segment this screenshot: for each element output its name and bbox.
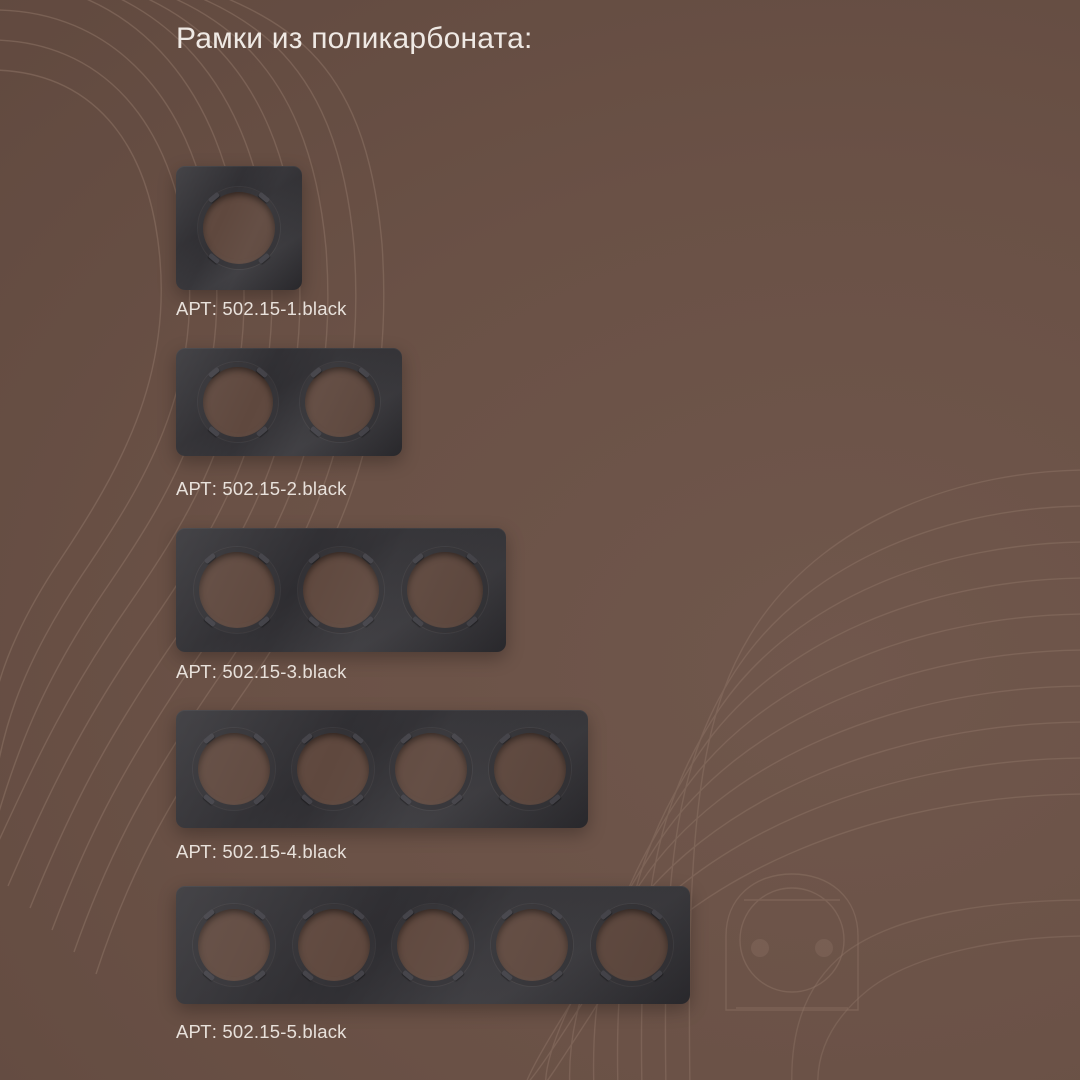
- claw-icon: [256, 426, 268, 438]
- claw-icon: [402, 970, 414, 982]
- product-caption: АРТ: 502.15-5.black: [176, 1021, 347, 1042]
- claw-icon: [600, 909, 612, 921]
- socket-hole: [292, 728, 374, 810]
- claw-icon: [549, 733, 561, 745]
- product-item: [176, 528, 506, 652]
- socket-hole: [293, 904, 375, 986]
- socket-hole: [300, 362, 380, 442]
- claw-icon: [450, 794, 462, 806]
- product-caption: АРТ: 502.15-1.black: [176, 298, 347, 319]
- claw-icon: [465, 552, 477, 564]
- claw-icon: [202, 794, 214, 806]
- claw-icon: [253, 970, 265, 982]
- claw-icon: [301, 733, 313, 745]
- socket-hole: [491, 904, 573, 986]
- product-item: [176, 886, 690, 1004]
- claw-icon: [352, 794, 364, 806]
- claw-icon: [412, 616, 424, 628]
- claw-icon: [253, 909, 265, 921]
- claw-icon: [361, 552, 373, 564]
- claw-icon: [450, 733, 462, 745]
- socket-hole: [193, 728, 275, 810]
- claw-icon: [207, 426, 219, 438]
- frame-holes: [176, 710, 588, 828]
- claw-icon: [402, 909, 414, 921]
- claw-icon: [203, 970, 215, 982]
- claw-icon: [302, 970, 314, 982]
- claw-icon: [204, 552, 216, 564]
- claw-icon: [501, 909, 513, 921]
- claw-icon: [301, 794, 313, 806]
- claw-icon: [549, 794, 561, 806]
- product-item: [176, 348, 402, 456]
- claw-icon: [465, 616, 477, 628]
- claw-icon: [352, 733, 364, 745]
- claw-icon: [258, 192, 270, 204]
- socket-hole: [298, 547, 384, 633]
- socket-hole: [591, 904, 673, 986]
- claw-icon: [551, 970, 563, 982]
- socket-hole: [198, 187, 280, 269]
- claw-icon: [208, 192, 220, 204]
- claw-icon: [361, 616, 373, 628]
- claw-icon: [358, 426, 370, 438]
- claw-icon: [501, 970, 513, 982]
- socket-hole: [193, 904, 275, 986]
- product-item: [176, 166, 302, 290]
- claw-icon: [308, 616, 320, 628]
- claw-icon: [651, 909, 663, 921]
- claw-icon: [358, 367, 370, 379]
- socket-hole: [390, 728, 472, 810]
- claw-icon: [309, 367, 321, 379]
- claw-icon: [309, 426, 321, 438]
- page-title: Рамки из поликарбоната:: [176, 22, 533, 55]
- frame-4-post[interactable]: [176, 710, 588, 828]
- frame-3-post[interactable]: [176, 528, 506, 652]
- claw-icon: [302, 909, 314, 921]
- claw-icon: [551, 909, 563, 921]
- claw-icon: [499, 733, 511, 745]
- socket-hole: [198, 362, 278, 442]
- claw-icon: [257, 616, 269, 628]
- product-caption: АРТ: 502.15-2.black: [176, 478, 347, 499]
- product-caption: АРТ: 502.15-4.black: [176, 841, 347, 862]
- claw-icon: [253, 794, 265, 806]
- claw-icon: [452, 909, 464, 921]
- frame-holes: [176, 528, 506, 652]
- frame-5-post[interactable]: [176, 886, 690, 1004]
- frame-2-post[interactable]: [176, 348, 402, 456]
- socket-hole: [402, 547, 488, 633]
- claw-icon: [203, 909, 215, 921]
- claw-icon: [257, 552, 269, 564]
- claw-icon: [204, 616, 216, 628]
- claw-icon: [600, 970, 612, 982]
- claw-icon: [452, 970, 464, 982]
- claw-icon: [400, 733, 412, 745]
- claw-icon: [353, 909, 365, 921]
- claw-icon: [258, 253, 270, 265]
- socket-hole: [392, 904, 474, 986]
- claw-icon: [308, 552, 320, 564]
- frame-holes: [176, 166, 302, 290]
- claw-icon: [253, 733, 265, 745]
- claw-icon: [256, 367, 268, 379]
- claw-icon: [207, 367, 219, 379]
- frame-1-post[interactable]: [176, 166, 302, 290]
- product-item: [176, 710, 588, 828]
- claw-icon: [651, 970, 663, 982]
- frame-holes: [176, 886, 690, 1004]
- claw-icon: [208, 253, 220, 265]
- claw-icon: [353, 970, 365, 982]
- claw-icon: [202, 733, 214, 745]
- frame-holes: [176, 348, 402, 456]
- socket-hole: [489, 728, 571, 810]
- claw-icon: [499, 794, 511, 806]
- claw-icon: [400, 794, 412, 806]
- socket-hole: [194, 547, 280, 633]
- product-caption: АРТ: 502.15-3.black: [176, 661, 347, 682]
- claw-icon: [412, 552, 424, 564]
